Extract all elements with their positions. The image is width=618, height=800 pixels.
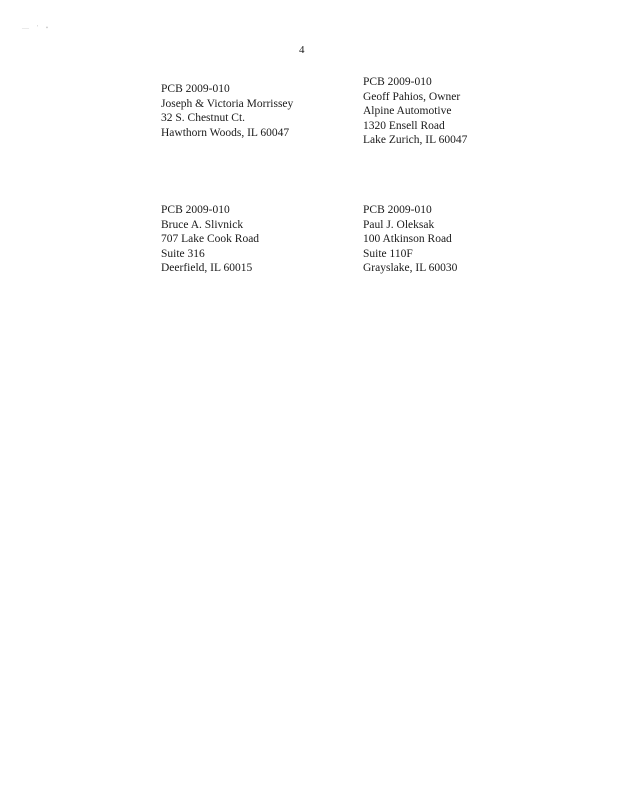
street-address: 707 Lake Cook Road [161, 233, 260, 246]
case-number: PCB 2009-010 [161, 83, 230, 95]
recipient-name: Joseph & Victoria Morrissey [161, 97, 294, 110]
city-state-zip: Grayslake, IL 60030 [363, 262, 458, 275]
case-number: PCB 2009-010 [363, 204, 432, 216]
case-number: PCB 2009-010 [161, 204, 230, 216]
street-address: 1320 Ensell Road [363, 119, 445, 132]
recipient-name: Geoff Pahios, Owner [363, 90, 461, 103]
address-block [363, 75, 467, 148]
city-state-zip: Hawthorn Woods, IL 60047 [161, 126, 290, 139]
case-number: PCB 2009-010 [363, 76, 432, 88]
city-state-zip: Deerfield, IL 60015 [161, 262, 253, 275]
street-address: 100 Atkinson Road [363, 233, 452, 246]
scan-artifact: — ' • [22, 24, 52, 32]
page-number: 4 [299, 44, 305, 56]
address-block [161, 203, 259, 276]
city-state-zip: Lake Zurich, IL 60047 [363, 134, 468, 147]
street-address: 32 S. Chestnut Ct. [161, 112, 246, 125]
address-block [363, 203, 457, 276]
company-name: Alpine Automotive [363, 105, 452, 118]
recipient-name: Bruce A. Slivnick [161, 218, 244, 231]
address-block [161, 82, 293, 140]
recipient-name: Paul J. Oleksak [363, 218, 435, 231]
suite: Suite 110F [363, 247, 413, 260]
suite: Suite 316 [161, 247, 205, 260]
